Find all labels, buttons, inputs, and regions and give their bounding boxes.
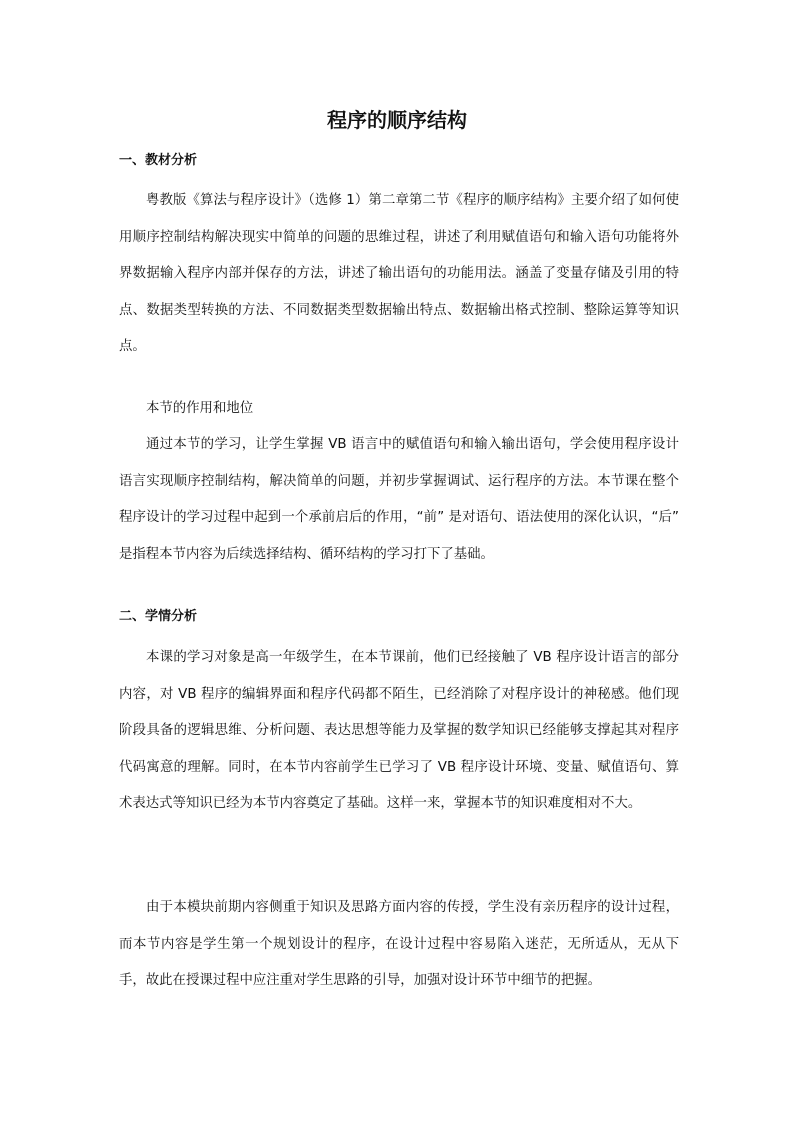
section-heading-student-analysis: 二、学情分析 [119,609,198,624]
paragraph-role-heading: 本节的作用和地位 [146,401,254,416]
paragraph-textbook-intro: 粤教版《算法与程序设计》（选修 1）第二章第二节《程序的顺序结构》主要介绍了如何使用顺序控制结构解决现实中简单的问题的思维过程，讲述了利用赋值语句和输入语句功能将外界数据输入程序内部并保存的方法，讲述了输出语句的功能用法。涵盖了变量存储及引用的特点、数据类型转换的方法、不同数据类型数据输出特点、数据输出格式控制、整除运算等知识点。 [119,193,679,355]
paragraph-teaching-focus: 由于本模块前期内容侧重于知识及思路方面内容的传授，学生没有亲历程序的设计过程，而本节内容是学生第一个规划设计的程序，在设计过程中容易陷入迷茫，无所适从，无从下手，故此在授课过程中应注重对学生思路的引导，加强对设计环节中细节的把握。 [119,900,679,989]
document-title: 程序的顺序结构 [327,108,467,132]
paragraph-role-description: 通过本节的学习，让学生掌握 VB 语言中的赋值语句和输入输出语句，学会使用程序设计语言实现顺序控制结构，解决简单的问题，并初步掌握调试、运行程序的方法。本节课在整个程序设计的学习过程中起到一个承前启后的作用，“前” 是对语句、语法使用的深化认识，“后” 是指程本节内容为后续选择结构、循环结构的学习打下了基础。 [119,437,679,562]
section-heading-textbook-analysis: 一、教材分析 [119,153,198,168]
paragraph-student-background: 本课的学习对象是高一年级学生，在本节课前，他们已经接触了 VB 程序设计语言的部分内容，对 VB 程序的编辑界面和程序代码都不陌生，已经消除了对程序设计的神秘感。他们现阶段具备的逻辑思维、分析问题、表达思想等能力及掌握的数学知识已经能够支撑起其对程序代码寓意的理解。同时，在本节内容前学生已学习了 VB 程序设计环境、变量、赋值语句、算术表达式等知识已经为本节内容奠定了基础。这样一来，掌握本节的知识难度相对不大。 [119,650,679,812]
